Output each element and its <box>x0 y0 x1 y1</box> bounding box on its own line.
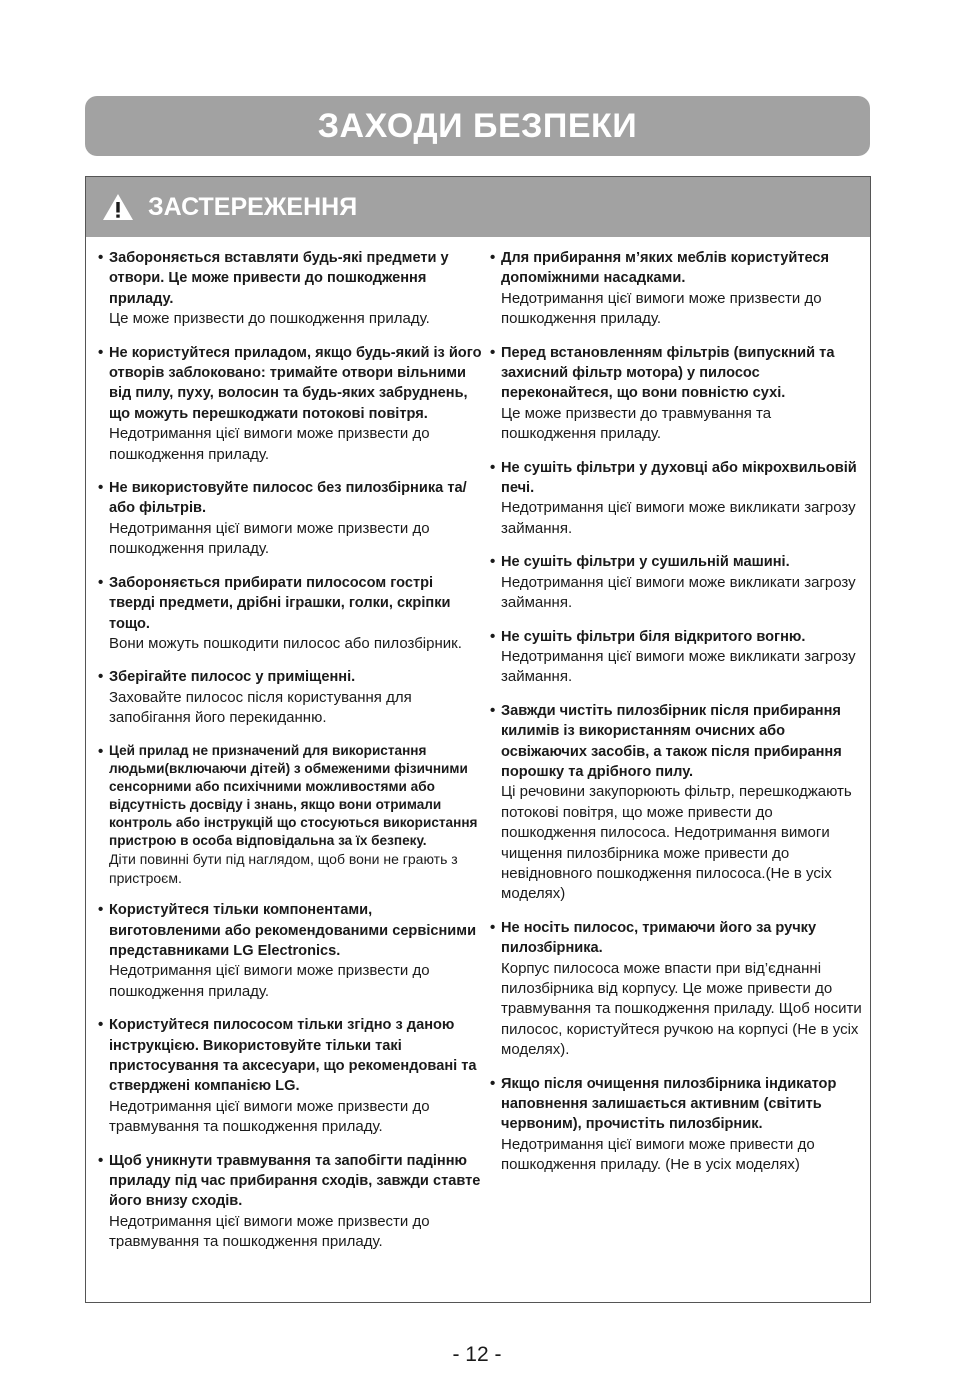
warning-text: Недотримання цієї вимоги може призвести до пошкодження приладу. <box>109 425 430 463</box>
bullet: • <box>490 553 496 571</box>
bullet: • <box>490 627 496 645</box>
right-column <box>490 248 866 1189</box>
bullet: • <box>98 479 104 497</box>
warning-heading: Не користуйтеся приладом, якщо будь-який із його отворів заблоковано: тримайте отвори вільними від пилу, пуху, волосин та будь-яких забруднень, що можуть перешкоджати потокові повітря. <box>109 344 482 422</box>
warning-item <box>98 1151 482 1253</box>
page-number: - 12 - <box>452 1343 502 1366</box>
warning-item <box>98 478 482 560</box>
warning-item <box>490 248 866 330</box>
warning-item <box>490 458 866 540</box>
warning-item <box>98 248 482 330</box>
warning-heading: Перед встановленням фільтрів (випускний та захисний фільтр мотора) у пилосос переконайтеся, що вони повністю сухі. <box>501 344 835 402</box>
warning-heading: Завжди чистіть пилозбірник після прибирання килимів із використанням очисних або освіжаючих засобів, а також після прибирання порошку та дрібного пилу. <box>501 702 842 780</box>
warning-heading: Зберігайте пилосос у приміщенні. <box>109 669 356 686</box>
warning-heading: Не сушіть фільтри біля відкритого вогню. <box>501 628 806 645</box>
warning-item <box>490 343 866 445</box>
warning-text: Недотримання цієї вимоги може викликати загрозу займання. <box>501 647 856 686</box>
warning-item <box>490 627 866 688</box>
warning-item <box>98 573 482 655</box>
warning-item <box>490 1074 866 1176</box>
section-header <box>86 177 870 237</box>
warning-text: Недотримання цієї вимоги може призвести до травмування та пошкодження приладу. <box>109 1212 430 1251</box>
bullet: • <box>98 1016 104 1034</box>
warning-heading: Забороняється вставляти будь-які предмети у отвори. Це може привести до пошкодження приладу. <box>109 250 449 307</box>
bullet: • <box>98 668 104 686</box>
warning-item <box>98 742 482 888</box>
bullet: • <box>98 901 104 919</box>
warning-text: Недотримання цієї вимоги може призвести до травмування та пошкодження приладу. <box>109 1097 430 1136</box>
section-title: ЗАСТЕРЕЖЕННЯ <box>148 192 358 221</box>
warning-item <box>98 343 482 465</box>
bullet: • <box>98 573 104 591</box>
bullet: • <box>490 249 496 266</box>
warning-heading: Не використовуйте пилосос без пилозбірника та/або фільтрів. <box>109 480 467 517</box>
warning-text: Недотримання цієї вимоги може викликати загрозу займання. <box>501 499 856 537</box>
warning-text: Корпус пилососа може впасти при від’єднанні пилозбірника від корпусу. Це може привести до травмування та пошкодження приладу. Щоб носити пилосос, користуйтеся ручкою на корпусі (Не в усіх моделях). <box>501 959 862 1059</box>
page-title: ЗАХОДИ БЕЗПЕКИ <box>317 106 638 145</box>
left-column <box>98 248 482 1266</box>
warnings-box <box>85 176 871 1303</box>
warning-text: Недотримання цієї вимоги може привести до пошкодження приладу. (Не в усіх моделях) <box>501 1135 815 1174</box>
warning-heading: Якщо після очищення пилозбірника індикатор наповнення залишається активним (світить червоним), прочистіть пилозбірник. <box>501 1075 837 1133</box>
warning-heading: Цей прилад не призначений для використання людьми(включаючи дітей) з обмеженими фізичними сенсорними або психічними можливостями або відсутність досвіду і знань, якщо вони отримали контроль або інструкцій що стосуються використання пристрою в особа відповідальна за їх безпеку. <box>109 742 478 848</box>
warning-heading: Користуйтеся пилососом тільки згідно з даною інструкцією. Використовуйте тільки такі пристосування та аксесуари, що рекомендовані та стверджені компанією LG. <box>109 1017 477 1095</box>
warning-heading: Для прибирання м’яких меблів користуйтеся допоміжними насадками. <box>501 250 830 287</box>
warning-text: Це може призвести до травмування та пошкодження приладу. <box>501 404 772 443</box>
bullet: • <box>490 1074 496 1092</box>
warning-item <box>98 667 482 728</box>
warning-text: Недотримання цієї вимоги може викликати загрозу займання. <box>501 573 856 612</box>
warning-item <box>98 900 482 1002</box>
warning-text: Заховайте пилосос після користування для запобігання його перекиданню. <box>109 688 412 727</box>
warning-triangle-icon <box>102 193 134 221</box>
bullet: • <box>490 458 496 476</box>
bullet: • <box>490 343 496 361</box>
warning-text: Недотримання цієї вимоги може призвести до пошкодження приладу. <box>109 962 430 1000</box>
warning-heading: Забороняється прибирати пилососом гострі тверді предмети, дрібні іграшки, голки, скріпки тощо. <box>109 574 451 632</box>
warning-heading: Користуйтеся тільки компонентами, виготовленими або рекомендованими сервісними представниками LG Electronics. <box>109 902 477 959</box>
warning-heading: Щоб уникнути травмування та запобігти падінню приладу під час прибирання сходів, завжди ставте його внизу сходів. <box>109 1152 481 1210</box>
warning-text: Ці речовини закупорюють фільтр, перешкоджають потокові повітря, що може привести до пошкодження пилососа. Недотримання вимоги чищення пилозбірника може привести до невідновного пошкодження пилососа.(Не в усіх моделях) <box>501 783 852 903</box>
warning-item <box>490 552 866 613</box>
warning-heading: Не носіть пилосос, тримаючи його за ручку пилозбірника. <box>501 919 817 957</box>
warning-text: Вони можуть пошкодити пилосос або пилозбірник. <box>109 634 462 652</box>
bullet: • <box>98 249 104 266</box>
warning-text: Недотримання цієї вимоги може призвести до пошкодження приладу. <box>501 289 822 328</box>
warning-heading: Не сушіть фільтри у духовці або мікрохвильовій печі. <box>501 459 857 497</box>
bullet: • <box>98 343 104 361</box>
warning-text: Діти повинні бути під наглядом, щоб вони не грають з пристроєм. <box>109 851 458 886</box>
bullet: • <box>98 1151 104 1169</box>
page-header <box>85 96 870 156</box>
warning-item <box>490 918 866 1061</box>
warning-text: Це може призвести до пошкодження приладу. <box>109 310 430 328</box>
bullet: • <box>490 701 496 719</box>
bullet: • <box>490 918 496 936</box>
bullet: • <box>98 742 104 760</box>
warning-item <box>490 701 866 905</box>
warning-item <box>98 1015 482 1137</box>
warning-heading: Не сушіть фільтри у сушильній машині. <box>501 554 790 571</box>
warning-text: Недотримання цієї вимоги може призвести до пошкодження приладу. <box>109 519 430 558</box>
